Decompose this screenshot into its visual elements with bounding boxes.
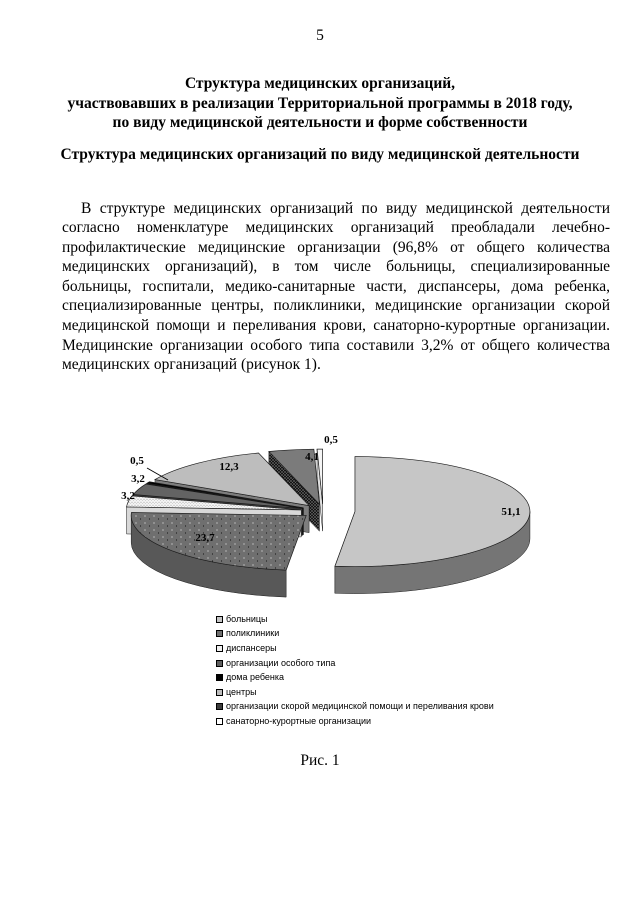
section-subtitle: Структура медицинских организаций по виду медицинской деятельности — [60, 146, 580, 163]
legend-label: организации особого типа — [226, 657, 336, 668]
legend-marker-icon — [216, 718, 223, 725]
pie-data-label: 51,1 — [501, 506, 521, 518]
legend-marker-icon — [216, 703, 223, 710]
page-number: 5 — [316, 27, 324, 44]
legend-item — [216, 714, 494, 729]
legend-marker-icon — [216, 630, 223, 637]
legend-label: санаторно-курортные организации — [226, 715, 372, 726]
pie-data-label: 0,5 — [324, 434, 338, 446]
legend-label: больницы — [226, 613, 268, 624]
pie-slices — [127, 449, 530, 597]
title-line-3: по виду медицинской деятельности и форме собственности — [112, 114, 528, 131]
legend-item — [216, 700, 494, 715]
legend-item — [216, 641, 494, 656]
legend-marker-icon — [216, 689, 223, 696]
pie-data-label: 12,3 — [219, 461, 239, 473]
legend-label: организации скорой медицинской помощи и переливания крови — [226, 701, 494, 712]
pie-data-label: 4,1 — [305, 451, 319, 463]
legend-label: поликлиники — [226, 628, 280, 639]
figure-caption: Рис. 1 — [300, 752, 340, 769]
legend-item — [216, 685, 494, 700]
legend-marker-icon — [216, 645, 223, 652]
legend-marker-icon — [216, 616, 223, 623]
legend-marker-icon — [216, 660, 223, 667]
pie-data-label: 3,2 — [131, 473, 145, 485]
legend-label: центры — [226, 686, 257, 697]
legend-item — [216, 612, 494, 627]
legend-label: дома ребенка — [226, 672, 285, 683]
legend-item — [216, 670, 494, 685]
pie-chart-svg — [98, 423, 538, 605]
pie-data-label: 3,2 — [121, 490, 135, 502]
legend-item — [216, 656, 494, 671]
pie-data-label: 0,5 — [130, 455, 144, 467]
chart-legend — [216, 612, 494, 729]
body-paragraph: В структуре медицинских организаций по виду медицинской деятельности согласно номенклатуре медицинских организаций преобладали лечебно-профилактические медицинские организации (96,8% от общего количества медицинских организаций), в том числе больницы, специализированные больницы, госпитали, медико-санитарные части, диспансеры, дома ребенка, специализированные центры, поликлиники, медицинские организации скорой медицинской помощи и переливания крови, санаторно-курортные организации. Медицинские организации особого типа составили 3,2% от общего количества медицинских организаций (рисунок 1). — [62, 199, 610, 374]
title-line-2: участвовавших в реализации Территориальной программы в 2018 году, — [67, 94, 573, 112]
legend-marker-icon — [216, 674, 223, 681]
pie-chart — [98, 423, 538, 605]
legend-item — [216, 627, 494, 642]
page-title — [0, 74, 640, 133]
pie-data-label: 23,7 — [195, 532, 215, 544]
title-line-1: Структура медицинских организаций, — [184, 75, 456, 92]
legend-label: диспансеры — [226, 642, 277, 653]
